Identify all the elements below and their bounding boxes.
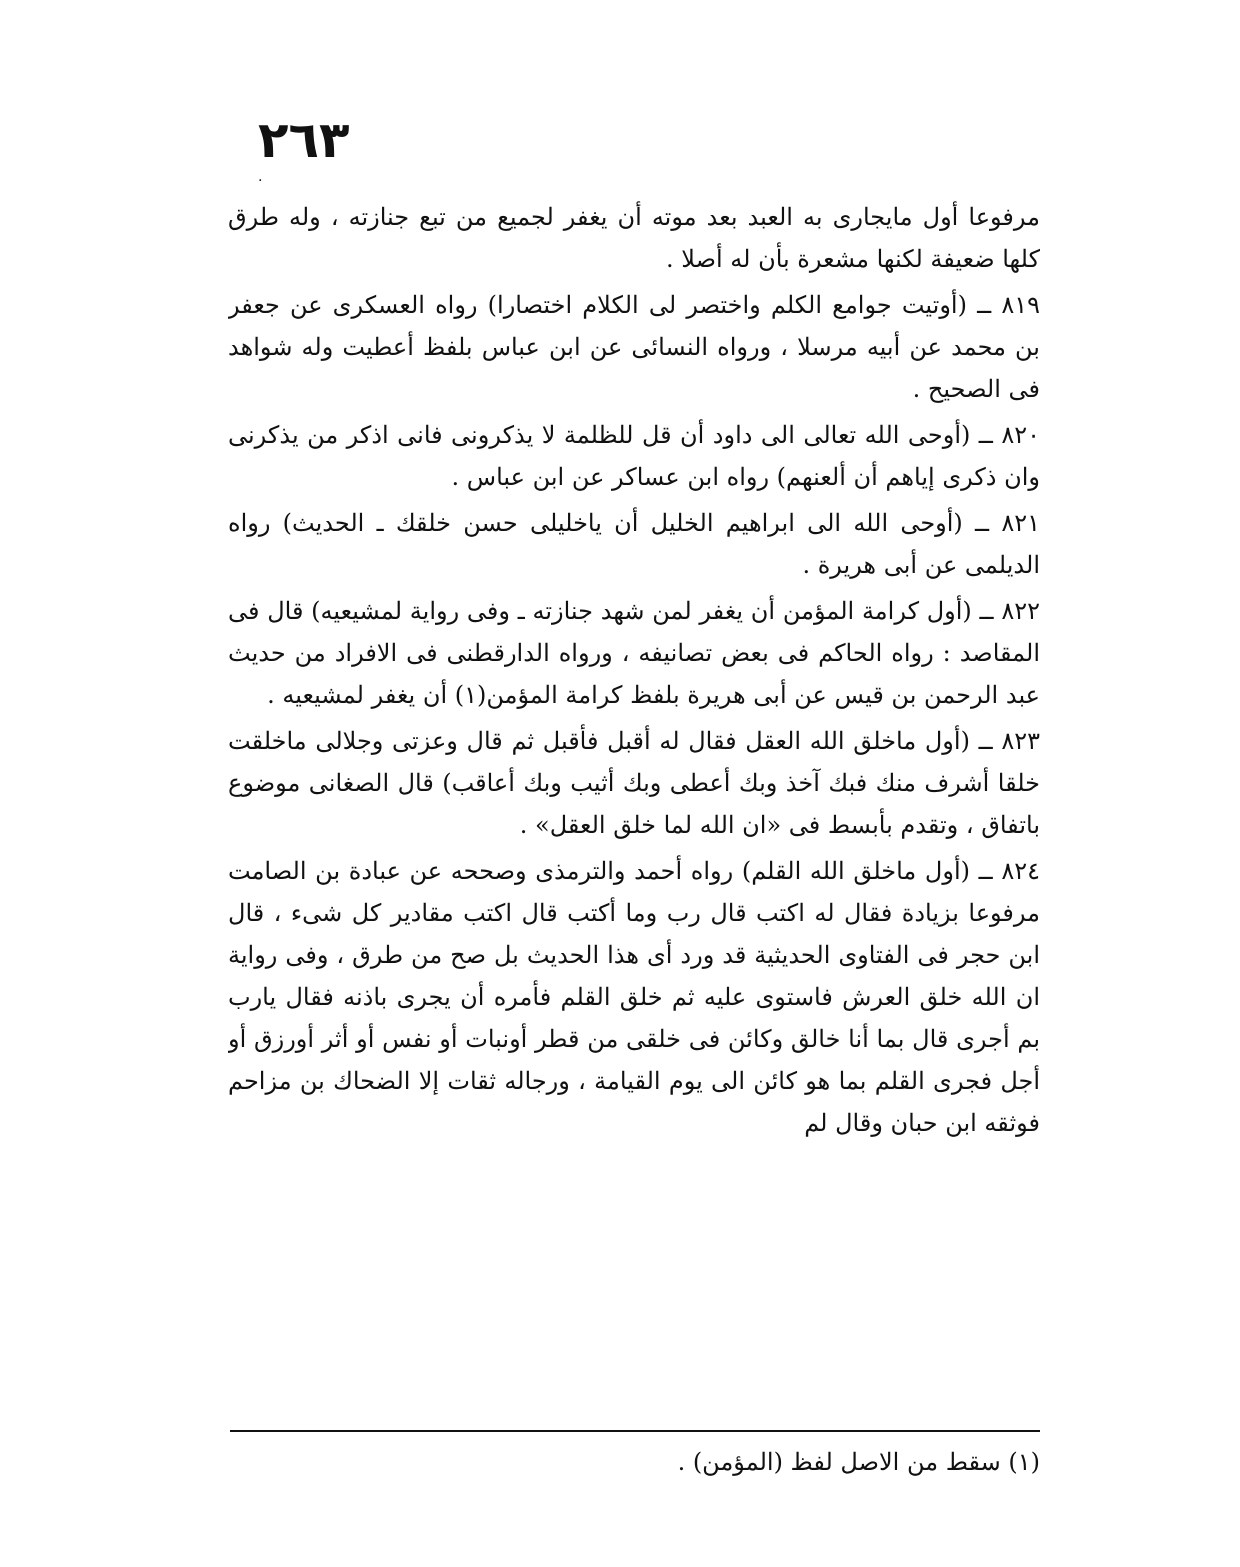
entry-820: ٨٢٠ ــ (أوحى الله تعالى الى داود أن قل للظلمة لا يذكرونى فانى اذكر من يذكرنى وان ذكرى إياهم أن ألعنهم) رواه ابن عساكر عن ابن عباس .: [228, 421, 1040, 491]
main-text: [228, 196, 1040, 1411]
footnote: (١) سقط من الاصل لفظ (المؤمن) .: [677, 1448, 1040, 1476]
page-number-dot: .: [258, 169, 263, 185]
footnote-divider: [230, 1430, 1040, 1432]
entry-819: ٨١٩ ــ (أوتيت جوامع الكلم واختصر لى الكلام اختصارا) رواه العسكرى عن جعفر بن محمد عن أبيه مرسلا ، ورواه النسائى عن ابن عباس بلفظ أعطيت وله شواهد فى الصحيح .: [228, 291, 1040, 403]
entry-823: ٨٢٣ ــ (أول ماخلق الله العقل فقال له أقبل فأقبل ثم قال وعزتى وجلالى ماخلقت خلقا أشرف منك فبك آخذ وبك أعطى وبك أثيب وبك أعاقب) قال الصغانى موضوع باتفاق ، وتقدم بأبسط فى «ان الله لما خلق العقل» .: [228, 727, 1040, 839]
entry-821: ٨٢١ ــ (أوحى الله الى ابراهيم الخليل أن ياخليلى حسن خلقك ـ الحديث) رواه الديلمى عن أبى هريرة .: [228, 509, 1040, 579]
entry-824: ٨٢٤ ــ (أول ماخلق الله القلم) رواه أحمد والترمذى وصححه عن عبادة بن الصامت مرفوعا بزيادة فقال له اكتب قال رب وما أكتب قال اكتب مقادير كل شىء ، قال ابن حجر فى الفتاوى الحديثية قد ورد أى هذا الحديث بل صح من طرق ، وفى رواية ان الله خلق العرش فاستوى عليه ثم خلق القلم فأمره أن يجرى باذنه فقال يارب بم أجرى قال بما أنا خالق وكائن فى خلقى من قطر أونبات أو نفس أو أثر أورزق أو أجل فجرى القلم بما هو كائن الى يوم القيامة ، ورجاله ثقات إلا الضحاك بن مزاحم فوثقه ابن حبان وقال لم: [228, 857, 1040, 1137]
entry-822: ٨٢٢ ــ (أول كرامة المؤمن أن يغفر لمن شهد جنازته ـ وفى رواية لمشيعيه) قال فى المقاصد : رواه الحاكم فى بعض تصانيفه ، ورواه الدارقطنى فى الافراد من حديث عبد الرحمن بن قيس عن أبى هريرة بلفظ كرامة المؤمن(١) أن يغفر لمشيعيه .: [228, 597, 1040, 709]
page-number: ٢٦٣: [258, 111, 350, 169]
paragraph-continuation: مرفوعا أول مايجارى به العبد بعد موته أن يغفر لجميع من تبع جنازته ، وله طرق كلها ضعيفة لكنها مشعرة بأن له أصلا .: [228, 203, 1040, 273]
